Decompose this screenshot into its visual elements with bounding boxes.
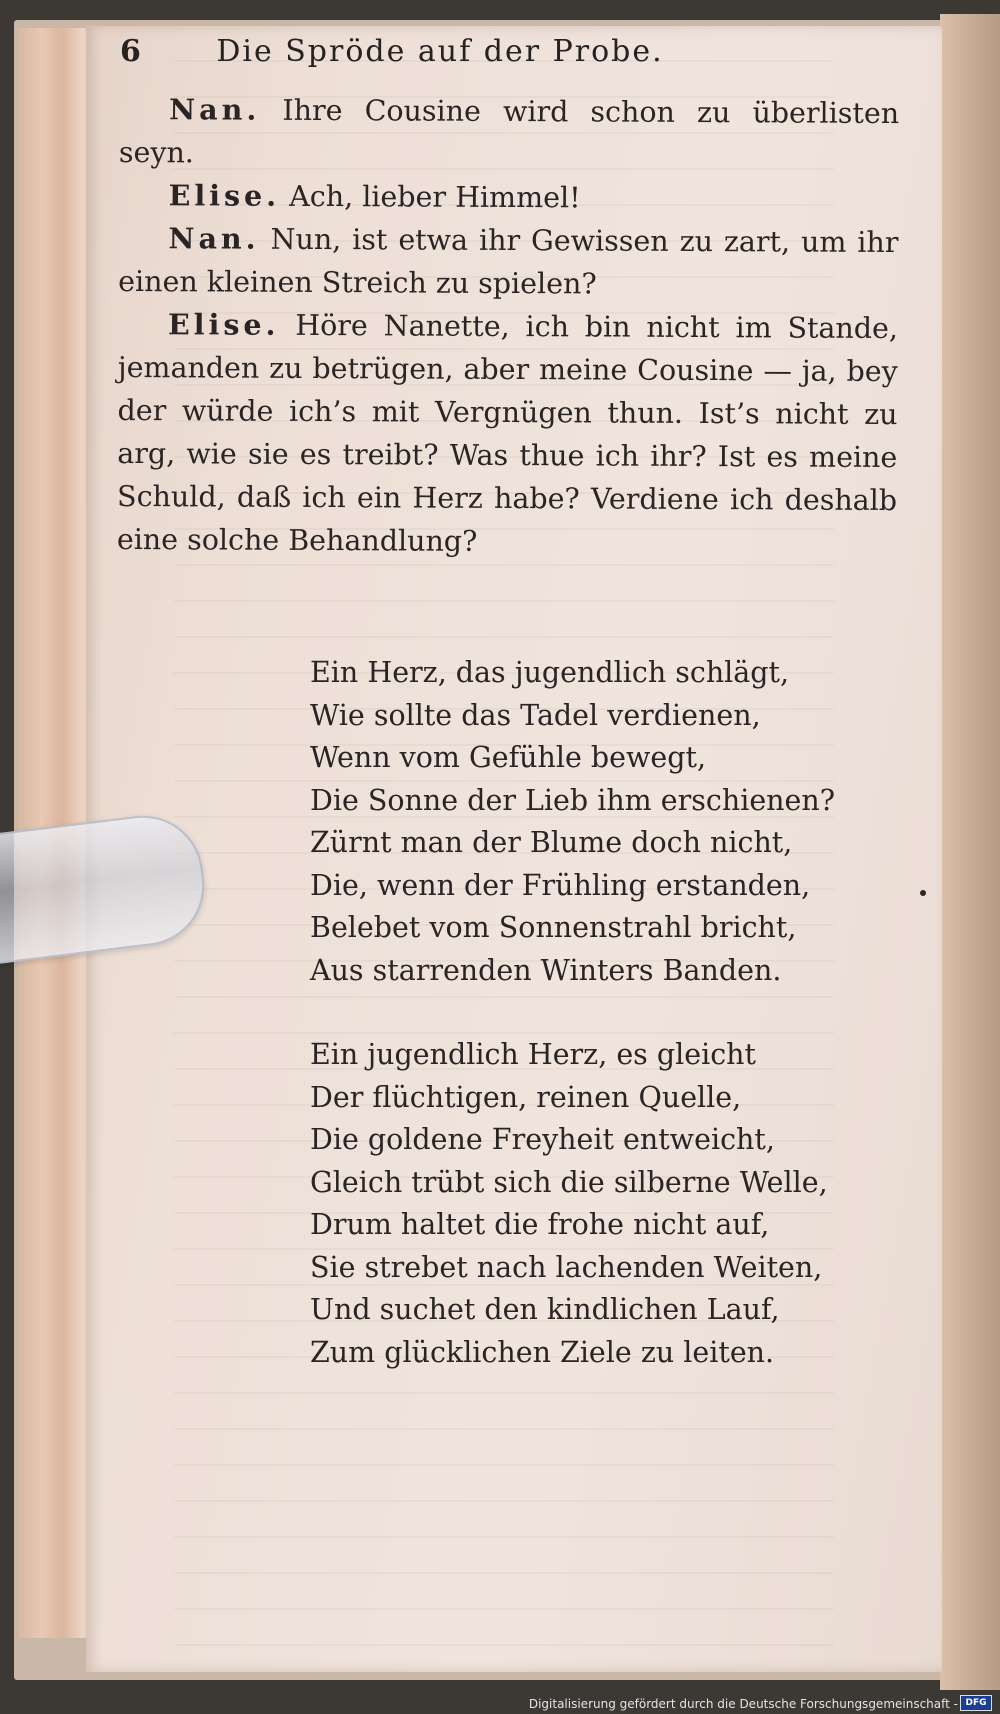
verse-line: Belebet vom Sonnenstrahl bricht, xyxy=(310,911,797,944)
dialogue-line: Ach, lieber Himmel! xyxy=(289,179,581,215)
verse-line: Drum haltet die frohe nicht auf, xyxy=(310,1208,770,1241)
page-number: 6 xyxy=(120,34,141,69)
verse-line: Sie strebet nach lachenden Weiten, xyxy=(310,1250,823,1284)
dialogue-line: Nun, ist etwa ihr Gewissen zu zart, um ihr einen kleinen Streich zu spielen? xyxy=(118,222,899,301)
ink-speck xyxy=(920,890,926,896)
verse-line: Wie sollte das Tadel verdienen, xyxy=(310,698,761,732)
verse-line: Ein jugendlich Herz, es gleicht xyxy=(310,1038,756,1071)
dialogue-paragraph xyxy=(117,303,898,565)
dfg-logo: DFG xyxy=(960,1695,992,1711)
verse-line: Zürnt man der Blume doch nicht, xyxy=(310,826,793,859)
verse-line: Ein Herz, das jugendlich schlägt, xyxy=(310,656,790,689)
verse-line: Und suchet den kindlichen Lauf, xyxy=(310,1293,780,1326)
verse-line: Zum glücklichen Ziele zu leiten. xyxy=(310,1335,775,1369)
speaker-name: Nan. xyxy=(169,92,261,127)
verse-line: Wenn vom Gefühle bewegt, xyxy=(310,741,707,774)
verse-line: Die Sonne der Lieb ihm erschienen? xyxy=(310,783,836,817)
poem-stanza-1 xyxy=(310,652,870,992)
dialogue-paragraph xyxy=(118,217,898,307)
verse-line: Gleich trübt sich die silberne Welle, xyxy=(310,1165,828,1199)
verse-line: Der flüchtigen, reinen Quelle, xyxy=(310,1080,742,1114)
dialogue-line: Ihre Cousine wird schon zu überlisten seyn. xyxy=(118,93,900,170)
speaker-name: Elise. xyxy=(168,178,281,213)
speaker-name: Elise. xyxy=(167,307,280,342)
page-header xyxy=(120,26,760,76)
dialogue-line: Höre Nanette, ich bin nicht im Stande, jemanden zu betrügen, aber meine Cousine — ja, bey der würde ich’s mit Vergnügen thun. Ist’s nicht zu arg, wie sie es treibt? Was thue ich ihr? Ist es meine Schuld, daß ich ein Herz habe? Verdiene ich deshalb eine solche Behandlung? xyxy=(116,308,899,558)
poem-stanza-2 xyxy=(310,1034,870,1374)
running-title: Die Spröde auf der Probe. xyxy=(216,34,664,69)
dialogue-paragraph xyxy=(119,88,899,178)
verse-line: Die goldene Freyheit entweicht, xyxy=(310,1123,775,1156)
dialogue-paragraph xyxy=(119,174,899,221)
speaker-name: Nan. xyxy=(168,221,260,256)
verse-line: Die, wenn der Frühling erstanden, xyxy=(310,868,811,902)
right-page-edge xyxy=(940,14,1000,1690)
verse-line: Aus starrenden Winters Banden. xyxy=(310,953,782,987)
digitization-credit: Digitalisierung gefördert durch die Deutsche Forschungsgemeinschaft - xyxy=(528,1697,958,1711)
dialogue-text xyxy=(117,88,899,565)
